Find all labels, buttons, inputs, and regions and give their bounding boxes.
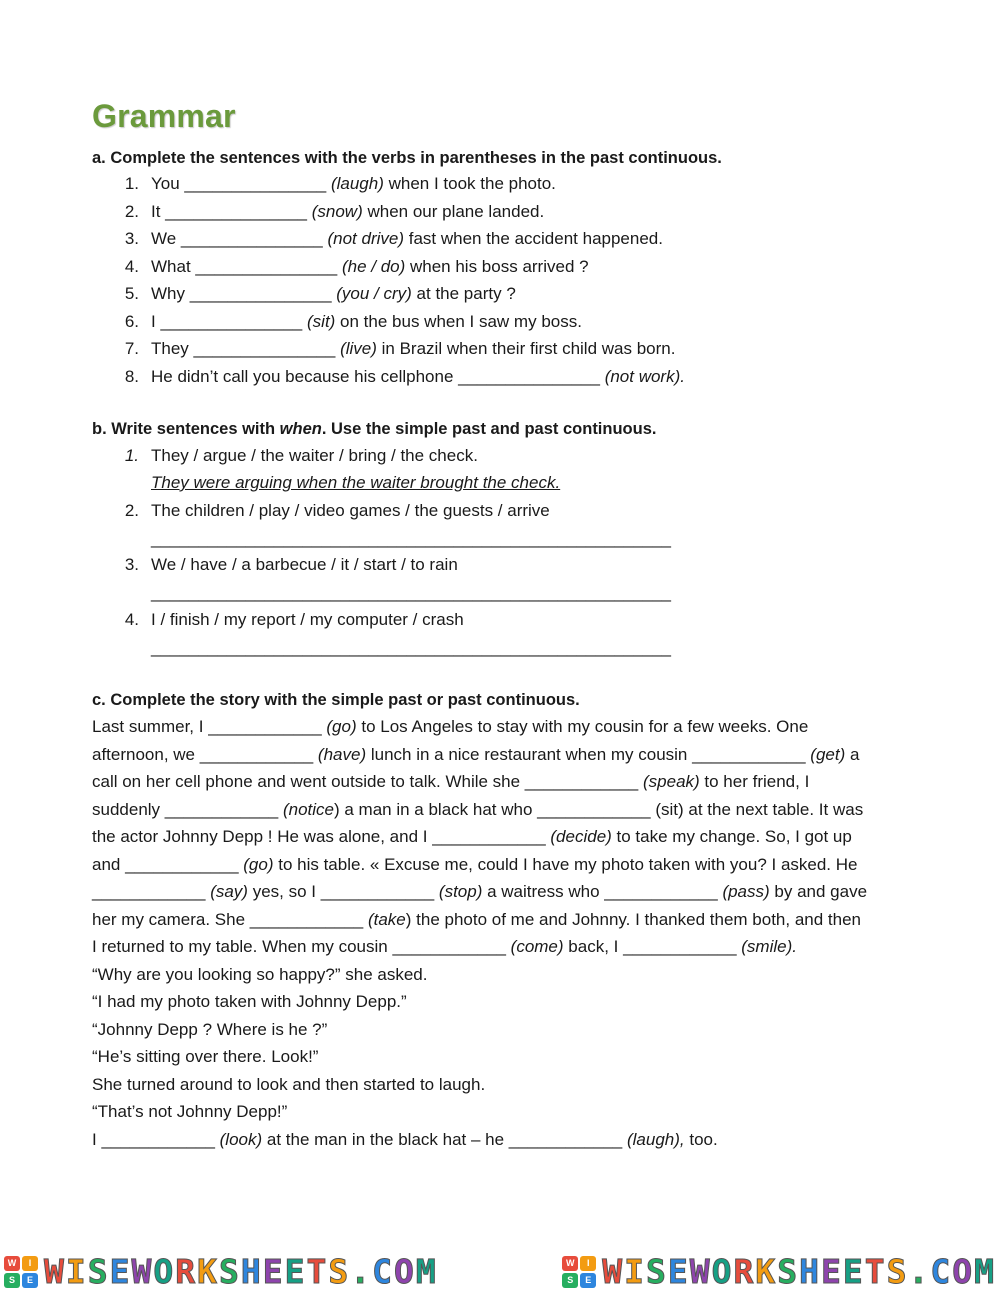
verb-hint: (pass) <box>722 882 770 901</box>
item-number: 4. <box>124 256 139 276</box>
story-text-segment: too. <box>684 1129 718 1149</box>
verb-hint: (snow) <box>311 201 363 221</box>
brand-text: WISEWORKSHEETS.COM <box>44 1252 438 1291</box>
section-a-heading: a. Complete the sentences with the verbs in parentheses in the past continuous. <box>92 149 722 167</box>
story-text-segment: a <box>845 744 860 764</box>
brand-text: WISEWORKSHEETS.COM <box>602 1252 996 1291</box>
story-text-segment: and ____________ <box>92 854 244 874</box>
brand-logo-icon <box>4 1256 38 1288</box>
story-text-segment: to Los Angeles to stay with my cousin for a few weeks. One <box>356 717 809 736</box>
item-number: 5. <box>124 284 139 303</box>
story-text-segment: I ____________ <box>92 1129 220 1149</box>
story-text-segment: back, I ____________ <box>563 937 742 956</box>
sentence-item[interactable] <box>151 257 589 277</box>
page-title: Grammar <box>92 98 236 134</box>
story-line <box>92 937 797 957</box>
verb-hint: (laugh), <box>626 1129 685 1149</box>
sentence-text: when his boss arrived ? <box>405 256 589 276</box>
story-text-segment: afternoon, we ____________ <box>92 744 318 764</box>
sentence-text: It _______________ <box>151 201 312 221</box>
sentence-item[interactable] <box>151 339 675 359</box>
sentence-text: on the bus when I saw my boss. <box>335 311 582 331</box>
verb-hint: (laugh) <box>330 174 384 193</box>
sentence-text: when our plane landed. <box>362 201 545 221</box>
verb-hint: (sit) <box>307 311 336 331</box>
example-answer: They were arguing when the waiter brought the check. <box>151 473 561 492</box>
logo-letter: S <box>562 1273 578 1288</box>
story-line <box>92 800 863 820</box>
story-line <box>92 772 809 792</box>
story-text-segment: ____________ <box>92 882 211 901</box>
verb-hint: (get) <box>810 744 846 764</box>
sentence-item[interactable] <box>151 312 582 332</box>
sentence-text: He didn’t call you because his cellphone _______________ <box>151 366 605 386</box>
verb-hint: (speak) <box>643 772 700 791</box>
verb-hint: (smile). <box>741 937 797 956</box>
logo-letter: W <box>562 1256 578 1271</box>
story-text-segment: Last summer, I ____________ <box>92 717 327 736</box>
sentence-text: I _______________ <box>151 311 307 331</box>
story-text-segment: “He’s sitting over there. Look!” <box>92 1047 319 1066</box>
story-text-segment: at the man in the black hat – he ____________ <box>262 1129 627 1149</box>
sentence-text: Why _______________ <box>151 284 337 303</box>
logo-letter: I <box>580 1256 596 1271</box>
answer-line[interactable]: _______________________________________________________ <box>151 583 672 602</box>
item-number: 3. <box>124 229 139 248</box>
verb-hint: (come) <box>510 937 564 956</box>
story-text-segment: “I had my photo taken with Johnny Depp.” <box>92 992 407 1011</box>
story-text-segment: her my camera. She ____________ <box>92 909 368 929</box>
logo-letter: I <box>22 1256 38 1271</box>
section-c-heading: c. Complete the story with the simple past or past continuous. <box>92 691 580 709</box>
logo-letter: S <box>4 1273 20 1288</box>
story-line <box>92 882 867 902</box>
story-line <box>92 745 859 765</box>
story-text-segment: lunch in a nice restaurant when my cousin ____________ <box>366 744 811 764</box>
verb-hint: (have) <box>317 744 367 764</box>
story-text-segment: call on her cell phone and went outside to talk. While she ____________ <box>92 772 643 791</box>
verb-hint: (take <box>367 909 406 929</box>
brand-logo-icon <box>562 1256 596 1288</box>
verb-hint: (decide) <box>550 827 612 846</box>
verb-hint: (live) <box>340 339 377 358</box>
verb-hint: (look) <box>219 1129 263 1149</box>
section-b-num: 1. <box>124 446 139 465</box>
section-b-heading-post: . Use the simple past and past continuous. <box>321 420 657 438</box>
story-text-segment: a waitress who ____________ <box>482 882 723 901</box>
story-line <box>92 717 808 737</box>
sentence-item[interactable] <box>151 284 516 304</box>
story-line <box>92 992 407 1012</box>
sentence-text: when I took the photo. <box>383 174 556 193</box>
verb-hint: (go) <box>243 854 274 874</box>
item-number: 1. <box>124 174 139 193</box>
story-text-segment: “Johnny Depp ? Where is he ?” <box>92 1019 328 1039</box>
verb-hint: (not work). <box>604 366 685 386</box>
story-line <box>92 827 852 847</box>
story-text-segment: the actor Johnny Depp ! He was alone, and I ____________ <box>92 827 551 846</box>
story-line <box>92 1047 318 1067</box>
answer-line[interactable]: _______________________________________________________ <box>151 638 672 657</box>
story-text-segment: ) a man in a black hat who ____________ (sit) at the next table. It was <box>333 799 864 819</box>
sentence-item[interactable] <box>151 202 544 222</box>
story-text-segment: yes, so I ____________ <box>247 882 439 901</box>
story-line <box>92 855 858 875</box>
section-b-heading-em: when <box>279 420 322 438</box>
story-line <box>92 1130 718 1150</box>
logo-letter: E <box>22 1273 38 1288</box>
story-text-segment: “Why are you looking so happy?” she asked. <box>92 964 428 984</box>
sentence-text: at the party ? <box>411 284 516 303</box>
item-number: 6. <box>124 311 139 331</box>
story-text-segment: She turned around to look and then started to laugh. <box>92 1074 486 1094</box>
section-b-prompt: We / have / a barbecue / it / start / to rain <box>151 555 458 574</box>
story-text-segment: to her friend, I <box>699 772 810 791</box>
logo-letter: E <box>580 1273 596 1288</box>
verb-hint: (you / cry) <box>336 284 412 303</box>
story-text-segment: to take my change. So, I got up <box>611 827 852 846</box>
section-b-prompt: The children / play / video games / the guests / arrive <box>151 501 550 520</box>
section-b-heading <box>92 420 656 439</box>
story-line <box>92 1075 485 1095</box>
story-text-segment: “That’s not Johnny Depp!” <box>92 1102 288 1121</box>
footer-watermark <box>0 1252 1000 1291</box>
sentence-text: What _______________ <box>151 256 342 276</box>
section-b-num: 3. <box>124 555 139 574</box>
logo-letter: W <box>4 1256 20 1271</box>
story-line <box>92 965 427 985</box>
story-text-segment: suddenly ____________ <box>92 799 283 819</box>
answer-line[interactable]: _______________________________________________________ <box>151 529 672 548</box>
sentence-text: fast when the accident happened. <box>404 229 663 248</box>
sentence-item[interactable] <box>151 174 556 194</box>
sentence-item[interactable] <box>151 367 685 387</box>
section-b-prompt: They / argue / the waiter / bring / the check. <box>151 446 478 465</box>
brand-left <box>4 1252 438 1291</box>
sentence-text: You _______________ <box>151 174 331 193</box>
verb-hint: (he / do) <box>341 256 406 276</box>
verb-hint: (notice <box>282 799 334 819</box>
item-number: 8. <box>124 366 139 386</box>
story-line <box>92 1020 327 1040</box>
verb-hint: (not drive) <box>327 229 404 248</box>
section-b-num: 2. <box>124 501 139 520</box>
sentence-text: in Brazil when their first child was born. <box>376 339 676 358</box>
verb-hint: (say) <box>210 882 248 901</box>
item-number: 2. <box>124 201 139 221</box>
story-line <box>92 1102 287 1122</box>
sentence-text: They _______________ <box>151 339 341 358</box>
brand-right <box>562 1252 996 1291</box>
section-b-heading-pre: b. Write sentences with <box>92 420 280 438</box>
story-text-segment: I returned to my table. When my cousin ____________ <box>92 937 511 956</box>
story-text-segment: by and gave <box>769 882 868 901</box>
item-number: 7. <box>124 339 139 358</box>
section-b-prompt: I / finish / my report / my computer / crash <box>151 610 464 629</box>
verb-hint: (stop) <box>438 882 483 901</box>
sentence-text: We _______________ <box>151 229 328 248</box>
story-text-segment: ) the photo of me and Johnny. I thanked them both, and then <box>405 909 861 929</box>
section-b-num: 4. <box>124 610 139 629</box>
sentence-item[interactable] <box>151 229 663 249</box>
story-line <box>92 910 861 930</box>
verb-hint: (go) <box>326 717 357 736</box>
story-text-segment: to his table. « Excuse me, could I have my photo taken with you? I asked. He <box>273 854 858 874</box>
